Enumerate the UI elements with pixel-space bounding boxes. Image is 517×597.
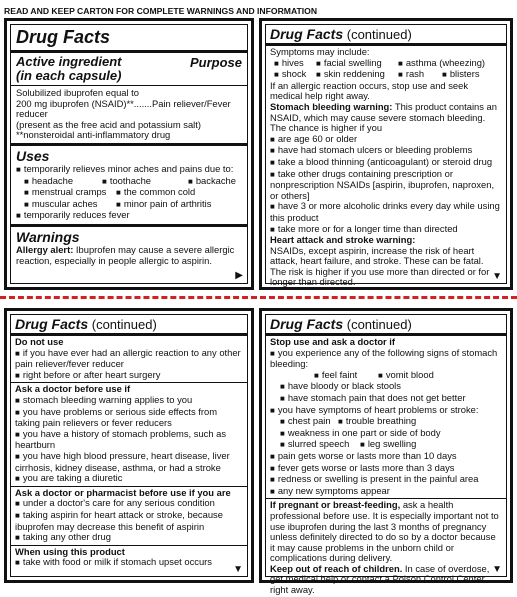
ask-pharmacist-item: ■ taking aspirin for heart attack or stroke, because ibuprofen may decrease this benefit of aspirin	[15, 510, 243, 532]
panel-title-continued: (continued)	[343, 27, 412, 42]
do-not-use-heading: Do not use	[15, 336, 64, 347]
use-cold: ■ the common cold	[116, 187, 195, 199]
stop-use-subitem: ■ have stomach pain that does not get better	[270, 393, 502, 405]
continue-arrow-icon: ▼	[233, 564, 243, 575]
panel-title: Drug Facts	[270, 26, 344, 42]
panel-title: Drug Facts	[270, 316, 344, 332]
heart-attack-text: NSAIDs, except aspirin, increase the risk of heart attack, heart failure, and stroke. These can be fatal. The risk is higher if you use more than directed or for longer than directed.	[270, 244, 490, 288]
ask-pharmacist-item: ■ under a doctor's care for any serious condition	[15, 498, 243, 510]
stomach-bleeding-label: Stomach bleeding warning:	[270, 100, 393, 112]
ingredient-line: (present as the free acid and potassium salt)	[16, 118, 201, 130]
use-toothache: ■ toothache	[102, 176, 188, 188]
bleeding-risk-item: ■ take a blood thinning (anticoagulant) or steroid drug	[270, 157, 502, 169]
use-fever: ■ temporarily reduces fever	[16, 210, 242, 222]
stop-use-item: ■ pain gets worse or lasts more than 10 days	[270, 451, 502, 463]
stop-use-subitem: ■ vomit blood	[378, 370, 434, 382]
drug-facts-panel-1	[4, 18, 254, 290]
pregnant-text: ask a health professional before use. It is especially important not to use ibuprofen during the last 3 months of pregnancy unless definitely directed to do so by a doctor because it may cause problems in the unborn child or complications during delivery.	[270, 499, 499, 564]
ask-pharmacist-heading: Ask a doctor or pharmacist before use if you are	[15, 486, 231, 498]
stop-use-item: ■ you have symptoms of heart problems or stroke:	[270, 405, 502, 417]
bleeding-risk-item: ■ have 3 or more alcoholic drinks every day while using this product	[270, 201, 502, 223]
uses-heading: Uses	[16, 147, 50, 164]
ask-doctor-item: ■ you are taking a diuretic	[15, 473, 243, 485]
ask-doctor-item: ■ stomach bleeding warning applies to you	[15, 395, 243, 407]
use-headache: ■ headache	[24, 176, 102, 188]
stomach-bleeding-text: This product contains an NSAID, which may cause severe stomach bleeding. The chance is higher if you	[270, 100, 497, 134]
bleeding-risk-item: ■ take more or for a longer time than directed	[270, 224, 502, 236]
heart-attack-label: Heart attack and stroke warning:	[270, 234, 416, 246]
when-using-item: ■ take with food or milk if stomach upset occurs	[15, 557, 243, 569]
drug-facts-panel-4	[259, 308, 513, 596]
bleeding-risk-item: ■ are age 60 or older	[270, 134, 502, 146]
active-ingredient-heading: Active ingredient	[16, 54, 122, 69]
stop-use-item: ■ any new symptoms appear	[270, 486, 502, 498]
stop-use-subitem: ■ weakness in one part or side of body	[270, 428, 502, 440]
stop-use-item: ■ redness or swelling is present in the painful area	[270, 474, 502, 486]
use-backache: ■ backache	[188, 176, 236, 188]
stop-use-subitem: ■ have bloody or black stools	[270, 381, 502, 393]
drug-facts-panel-2	[259, 18, 513, 290]
ask-doctor-item: ■ you have a history of stomach problems, such as heartburn	[15, 429, 243, 451]
purpose-heading: Purpose	[189, 55, 242, 70]
symptom-hives: ■ hives	[274, 58, 316, 70]
keep-out-text: In case of overdose, get medical help or contact a Poison Control Center right away.	[270, 562, 490, 596]
stop-use-heading: Stop use and ask a doctor if	[270, 336, 396, 347]
symptom-shock: ■ shock	[274, 69, 316, 81]
symptom-skin-reddening: ■ skin reddening	[316, 69, 398, 81]
keep-out-label: Keep out of reach of children.	[270, 562, 403, 574]
ask-pharmacist-item: ■ taking any other drug	[15, 532, 243, 544]
do-not-use-item: ■ if you have ever had an allergic reaction to any other pain reliever/fever reducer	[15, 348, 243, 370]
continue-arrow-icon: ▶	[235, 270, 243, 281]
stop-use-subitem: ■ slurred speech	[280, 439, 360, 451]
stop-use-subitem: ■ chest pain	[280, 416, 338, 428]
symptom-rash: ■ rash	[398, 69, 442, 81]
stop-use-subitem: ■ feel faint	[314, 370, 378, 382]
ask-doctor-item: ■ you have problems or serious side effects from taking pain relievers or fever reducers	[15, 407, 243, 429]
ask-doctor-item: ■ you have high blood pressure, heart disease, liver cirrhosis, kidney disease, asthma, or had a stroke	[15, 451, 243, 473]
stop-use-subitem: ■ trouble breathing	[338, 416, 416, 428]
cut-line	[0, 296, 517, 299]
use-menstrual: ■ menstrual cramps	[24, 187, 116, 199]
warnings-heading: Warnings	[16, 228, 80, 245]
ingredient-line: **nonsteroidal anti-inflammatory drug	[16, 129, 171, 141]
do-not-use-item: ■ right before or after heart surgery	[15, 370, 243, 382]
carton-warning-header: READ AND KEEP CARTON FOR COMPLETE WARNINGS AND INFORMATION	[4, 6, 318, 16]
pregnant-label: If pregnant or breast-feeding,	[270, 499, 401, 511]
ingredient-line: 200 mg ibuprofen (NSAID)**.......Pain reliever/Fever reducer	[16, 97, 231, 120]
panel-title: Drug Facts	[15, 316, 89, 332]
continue-arrow-icon: ▼	[492, 271, 502, 282]
drug-facts-panel-3	[4, 308, 254, 583]
stop-use-subitem: ■ leg swelling	[360, 439, 416, 451]
ask-doctor-heading: Ask a doctor before use if	[15, 383, 131, 395]
uses-item: ■ temporarily relieves minor aches and pains due to:	[16, 164, 242, 176]
allergic-reaction-stop: If an allergic reaction occurs, stop use and seek medical help right away.	[270, 79, 469, 102]
bleeding-risk-item: ■ take other drugs containing prescription or nonprescription NSAIDs [aspirin, ibuprofen, naproxen, or others]	[270, 169, 502, 202]
allergy-alert-label: Allergy alert:	[16, 243, 74, 255]
panel-title-continued: (continued)	[343, 317, 412, 332]
allergy-alert-text: Ibuprofen may cause a severe allergic reaction, especially in people allergic to aspirin.	[16, 243, 235, 266]
bleeding-risk-item: ■ have had stomach ulcers or bleeding problems	[270, 145, 502, 157]
symptom-blisters: ■ blisters	[442, 69, 480, 81]
symptom-facial-swelling: ■ facial swelling	[316, 58, 398, 70]
ingredient-line: Solubilized ibuprofen equal to	[16, 87, 140, 98]
when-using-heading: When using this product	[15, 545, 125, 557]
continue-arrow-icon: ▼	[492, 564, 502, 575]
panel-title-continued: (continued)	[88, 317, 157, 332]
symptom-asthma: ■ asthma (wheezing)	[398, 58, 485, 70]
panel-title: Drug Facts	[16, 27, 111, 47]
use-arthritis: ■ minor pain of arthritis	[116, 199, 211, 211]
symptoms-intro: Symptoms may include:	[270, 46, 370, 57]
use-muscular: ■ muscular aches	[24, 199, 116, 211]
stop-use-item: ■ you experience any of the following signs of stomach bleeding:	[270, 348, 502, 370]
active-ingredient-sub: (in each capsule)	[16, 68, 122, 83]
stop-use-item: ■ fever gets worse or lasts more than 3 days	[270, 463, 502, 475]
